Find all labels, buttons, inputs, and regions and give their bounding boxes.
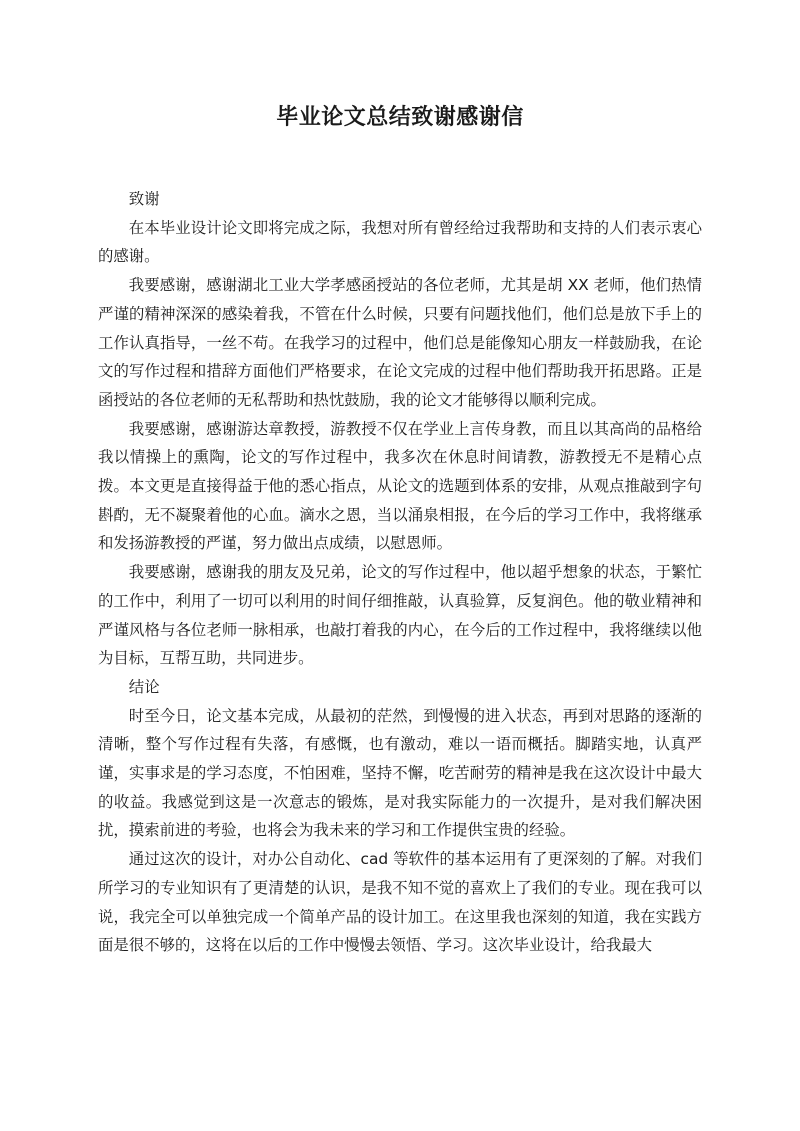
section-heading-acknowledgement: 致谢 <box>128 190 160 208</box>
paragraph: 我要感谢，感谢湖北工业大学孝感函授站的各位老师，尤其是胡 XX 老师，他们热情严谨的精神深深的感染着我，不管在什么时候，只要有问题找他们，他们总是放下手上的工作认真指导，一丝不苟。在我学习的过程中，他们总是能像知心朋友一样鼓励我，在论文的写作过程和措辞方面他们严格要求，在论文完成的过程中他们帮助我开拓思路。正是函授站的各位老师的无私帮助和热忱鼓励，我的论文才能够得以顺利完成。 <box>98 276 702 409</box>
paragraph: 我要感谢，感谢我的朋友及兄弟，论文的写作过程中，他以超乎想象的状态，于繁忙的工作中，利用了一切可以利用的时间仔细推敲，认真验算，反复润色。他的敬业精神和严谨风格与各位老师一脉相承，也敲打着我的内心，在今后的工作过程中，我将继续以他为目标，互帮互助，共同进步。 <box>98 563 702 668</box>
section-heading-conclusion: 结论 <box>128 677 160 696</box>
paragraph: 在本毕业设计论文即将完成之际，我想对所有曾经给过我帮助和支持的人们表示衷心的感谢。 <box>98 218 702 266</box>
paragraph: 通过这次的设计，对办公自动化、cad 等软件的基本运用有了更深刻的了解。对我们所学习的专业知识有了更清楚的认识，是我不知不觉的喜欢上了我们的专业。现在我可以说，我完全可以单独完成一个简单产品的设计加工。在这里我也深刻的知道，我在实践方面是很不够的，这将在以后的工作中慢慢去领悟、学习。这次毕业设计，给我最大 <box>98 850 702 955</box>
document-body <box>98 185 702 960</box>
document-title: 毕业论文总结致谢感谢信 <box>276 105 524 130</box>
paragraph: 时至今日，论文基本完成，从最初的茫然，到慢慢的进入状态，再到对思路的逐渐的清晰，整个写作过程有失落，有感慨，也有激动，难以一语而概括。脚踏实地，认真严谨，实事求是的学习态度，不怕困难，坚持不懈，吃苦耐劳的精神是我在这次设计中最大的收益。我感觉到这是一次意志的锻炼，是对我实际能力的一次提升，是对我们解决困扰，摸索前进的考验，也将会为我未来的学习和工作提供宝贵的经验。 <box>98 706 702 840</box>
paragraph: 我要感谢，感谢游达章教授，游教授不仅在学业上言传身教，而且以其高尚的品格给我以情操上的熏陶，论文的写作过程中，我多次在休息时间请教，游教授无不是精心点拨。本文更是直接得益于他的悉心指点，从论文的选题到体系的安排，从观点推敲到字句斟酌，无不凝聚着他的心血。滴水之恩，当以涌泉相报，在今后的学习工作中，我将继承和发扬游教授的严谨，努力做出点成绩，以慰恩师。 <box>98 419 702 553</box>
